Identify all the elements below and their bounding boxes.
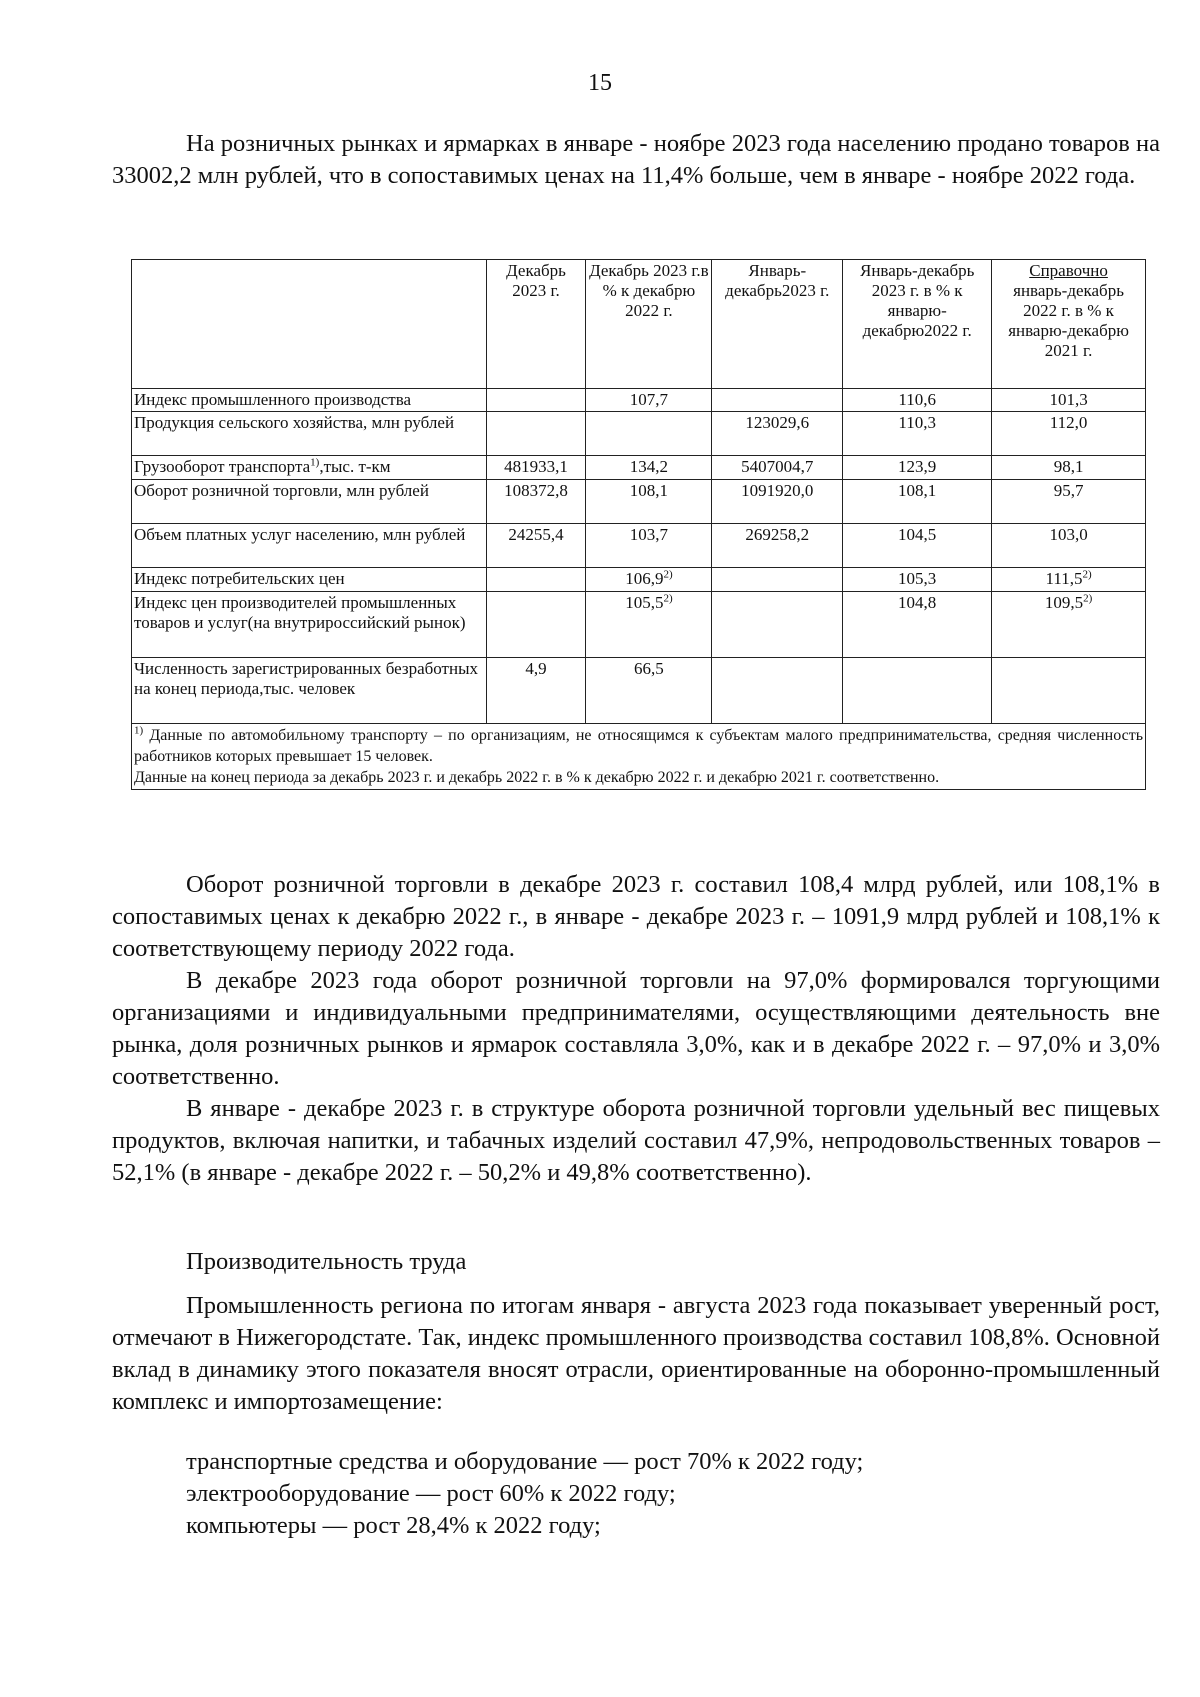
header-dec2023-pct: Декабрь 2023 г.в % к декабрю 2022 г. — [586, 260, 712, 389]
table-row — [132, 389, 1146, 412]
table-footnotes — [132, 724, 1146, 790]
cell-dec2023: 108372,8 — [486, 480, 586, 524]
row-label: Индекс потребительских цен — [132, 568, 487, 592]
paragraph-productivity: Промышленность региона по итогам января - августа 2023 года показывает уверенный рост, отмечают в Нижегородстате. Так, индекс промышленного производства составил 108,8%. Основной вклад в динамику этого показателя вносят отрасли, ориентированные на оборонно-промышленный комплекс и импортозамещение: — [112, 1292, 1160, 1415]
table-row — [132, 658, 1146, 724]
cell-dec2023 — [486, 389, 586, 412]
row-label: Грузооборот транспорта$^{1)}$,тыс. т-км — [132, 456, 487, 480]
cell-jan-dec2023-pct — [843, 658, 992, 724]
paragraph-retail-structure: В декабре 2023 года оборот розничной торговли на 97,0% формировался торгующими организациями и индивидуальными предпринимателями, осуществляющими деятельность вне рынка, доля розничных рынков и ярмарок составляла 3,0%, как и в декабре 2022 г. – 97,0% и 3,0% соответственно. — [112, 967, 1160, 1090]
header-jan-dec2023: Январь-декабрь2023 г. — [712, 260, 843, 389]
table-row — [132, 592, 1146, 658]
cell-reference: 98,1 — [992, 456, 1146, 480]
list-item: транспортные средства и оборудование — рост 70% к 2022 году; — [186, 1448, 864, 1475]
table-row — [132, 480, 1146, 524]
cell-jan-dec2023-pct: 110,6 — [843, 389, 992, 412]
cell-dec2023-pct: 134,2 — [586, 456, 712, 480]
cell-jan-dec2023-pct: 110,3 — [843, 412, 992, 456]
footnote-2: Данные на конец периода за декабрь 2023 г. и декабрь 2022 г. в % к декабрю 2022 г. и декабрю 2021 г. соответственно. — [134, 769, 940, 786]
table-row — [132, 456, 1146, 480]
table-row — [132, 568, 1146, 592]
header-reference — [992, 260, 1146, 389]
cell-dec2023-pct — [586, 412, 712, 456]
header-dec2023: Декабрь 2023 г. — [486, 260, 586, 389]
footnote-1: $^{1)}$ Данные по автомобильному транспорту – по организациям, не относящимся к субъектам малого предпринимательства, средняя численность работников которых превышает 15 человек. — [134, 724, 1144, 765]
cell-dec2023-pct: 108,1 — [586, 480, 712, 524]
table-header-row — [132, 260, 1146, 389]
cell-dec2023-pct: 107,7 — [586, 389, 712, 412]
cell-reference: 101,3 — [992, 389, 1146, 412]
industry-growth-list — [186, 1446, 863, 1542]
cell-dec2023-pct: 106,9$^{2)}$ — [586, 568, 712, 592]
row-label: Объем платных услуг населению, млн рублей — [132, 524, 487, 568]
page-number: 15 — [588, 70, 612, 96]
cell-jan-dec2023-pct: 105,3 — [843, 568, 992, 592]
cell-reference: 95,7 — [992, 480, 1146, 524]
cell-reference: 109,5$^{2)}$ — [992, 592, 1146, 658]
row-label: Индекс промышленного производства — [132, 389, 487, 412]
cell-jan-dec2023-pct: 104,8 — [843, 592, 992, 658]
cell-jan-dec2023 — [712, 568, 843, 592]
statistics-table — [131, 259, 1146, 790]
list-item: электрооборудование — рост 60% к 2022 году; — [186, 1480, 676, 1507]
cell-jan-dec2023 — [712, 592, 843, 658]
paragraph-retail-turnover: Оборот розничной торговли в декабре 2023 г. составил 108,4 млрд рублей, или 108,1% в сопоставимых ценах к декабрю 2022 г., в январе - декабре 2023 г. – 1091,9 млрд рублей и 108,1% к соответствующему периоду 2022 года. — [112, 871, 1160, 962]
header-reference-text: январь-декабрь 2022 г. в % к январю-декабрю 2021 г. — [1008, 281, 1129, 360]
cell-jan-dec2023: 269258,2 — [712, 524, 843, 568]
row-label: Численность зарегистрированных безработных на конец периода,тыс. человек — [132, 658, 487, 724]
cell-jan-dec2023-pct: 104,5 — [843, 524, 992, 568]
cell-jan-dec2023-pct: 108,1 — [843, 480, 992, 524]
row-label: Оборот розничной торговли, млн рублей — [132, 480, 487, 524]
footnote-marker: 1) — [310, 456, 320, 469]
cell-jan-dec2023: 123029,6 — [712, 412, 843, 456]
cell-reference — [992, 658, 1146, 724]
header-empty — [132, 260, 487, 389]
header-jan-dec2023-pct: Январь-декабрь 2023 г. в % к январю-декабрю2022 г. — [843, 260, 992, 389]
cell-dec2023: 481933,1 — [486, 456, 586, 480]
cell-reference: 111,5$^{2)}$ — [992, 568, 1146, 592]
table-footnotes-row — [132, 724, 1146, 790]
cell-jan-dec2023: 5407004,7 — [712, 456, 843, 480]
table-row — [132, 412, 1146, 456]
cell-dec2023 — [486, 592, 586, 658]
cell-dec2023-pct: 66,5 — [586, 658, 712, 724]
cell-dec2023-pct: 103,7 — [586, 524, 712, 568]
paragraph-retail-share: В январе - декабре 2023 г. в структуре оборота розничной торговли удельный вес пищевых продуктов, включая напитки, и табачных изделий составил 47,9%, непродовольственных товаров – 52,1% (в январе - декабре 2022 г. – 50,2% и 49,8% соответственно). — [112, 1095, 1160, 1186]
intro-paragraph: На розничных рынках и ярмарках в январе - ноябре 2023 года населению продано товаров на 33002,2 млн рублей, что в сопоставимых ценах на 11,4% больше, чем в январе - ноябре 2022 года. — [112, 130, 1160, 189]
cell-jan-dec2023-pct: 123,9 — [843, 456, 992, 480]
list-item: компьютеры — рост 28,4% к 2022 году; — [186, 1512, 601, 1539]
header-reference-title: Справочно — [1029, 261, 1108, 280]
cell-jan-dec2023 — [712, 658, 843, 724]
cell-dec2023 — [486, 412, 586, 456]
cell-reference: 103,0 — [992, 524, 1146, 568]
cell-jan-dec2023: 1091920,0 — [712, 480, 843, 524]
row-label: Продукция сельского хозяйства, млн рублей — [132, 412, 487, 456]
section-heading: Производительность труда — [186, 1248, 467, 1275]
cell-reference: 112,0 — [992, 412, 1146, 456]
cell-dec2023 — [486, 568, 586, 592]
row-label: Индекс цен производителей промышленных товаров и услуг(на внутрироссийский рынок) — [132, 592, 487, 658]
cell-dec2023: 4,9 — [486, 658, 586, 724]
cell-dec2023-pct: 105,5$^{2)}$ — [586, 592, 712, 658]
table-row — [132, 524, 1146, 568]
cell-jan-dec2023 — [712, 389, 843, 412]
cell-dec2023: 24255,4 — [486, 524, 586, 568]
